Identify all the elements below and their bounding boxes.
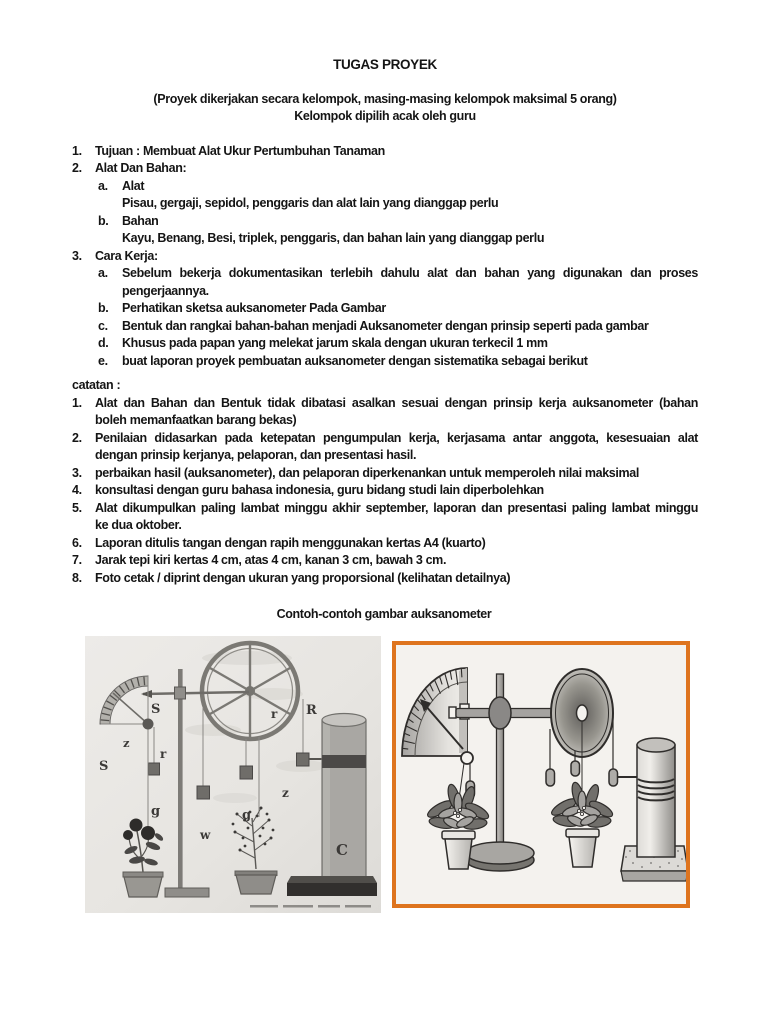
note-number: 7. (72, 553, 82, 567)
sub-desc: Bentuk dan rangkai bahan-bahan menjadi Auksanometer dengan prinsip seperti pada gambar (122, 318, 649, 333)
note-line: Penilaian didasarkan pada ketepatan pengumpulan kerja, kerjasama antar anggota, kesesuaian alat (95, 430, 698, 445)
note-line: konsultasi dengan guru bahasa indonesia, guru bidang studi lain diperbolehkan (95, 483, 544, 497)
cylinder-base (287, 876, 377, 896)
note-number: 4. (72, 483, 82, 497)
list-item (72, 248, 698, 266)
note-item (72, 430, 698, 465)
sub-desc: Perhatikan sketsa auksanometer Pada Gambar (122, 301, 386, 315)
note-item (72, 395, 698, 430)
sub-marker: d. (98, 336, 109, 350)
sub-list-item (98, 335, 698, 353)
note-line: ke dua oktober. (95, 518, 182, 532)
sub-list-item (98, 318, 698, 336)
sub-title: Bahan (122, 213, 159, 228)
sub-list-item (98, 353, 698, 371)
main-list (72, 143, 698, 371)
cutoff-caption-smudge (250, 905, 371, 908)
page-title: TUGAS PROYEK (333, 57, 437, 72)
note-item (72, 535, 698, 553)
list-item (72, 160, 698, 178)
note-line: Alat dikumpulkan paling lambat minggu akhir september, laporan dan presentasi paling lambat minggu (95, 500, 698, 515)
list-text: Cara Kerja: (95, 248, 158, 263)
label-s-outer: S (99, 759, 109, 774)
note-number: 2. (72, 430, 82, 445)
sub-marker: e. (98, 353, 108, 368)
figure-auxanometer-illustration (392, 641, 690, 908)
notes-heading: catatan : (72, 378, 121, 392)
label-g-mid: g (242, 808, 252, 823)
cylinder (637, 738, 675, 857)
note-number: 1. (72, 395, 82, 410)
sub-list-item (98, 265, 698, 300)
sub-marker: a. (98, 266, 108, 280)
list-text: Alat Dan Bahan: (95, 161, 187, 175)
note-number: 5. (72, 500, 82, 515)
label-g-left: g (151, 804, 161, 819)
pivot-point (143, 719, 154, 730)
sub-desc: Pisau, gergaji, sepidol, penggaris dan alat lain yang dianggap perlu (122, 196, 499, 210)
label-c-cylinder: C (336, 841, 348, 859)
note-line: Laporan ditulis tangan dengan rapih menggunakan kertas A4 (kuarto) (95, 535, 486, 550)
note-line: Alat dan Bahan dan Bentuk tidak dibatasi asalkan sesuai dengan prinsip kerja auksanometer (bahan (95, 395, 698, 410)
note-number: 8. (72, 570, 82, 585)
list-number: 2. (72, 161, 82, 175)
sub-desc-line: pengerjaannya. (122, 283, 209, 298)
note-line: boleh memanfaatkan barang bekas) (95, 413, 297, 427)
notes-list (72, 395, 698, 588)
note-item (72, 552, 698, 570)
label-z-right: z (282, 786, 289, 800)
note-item (72, 500, 698, 535)
sub-desc: Khusus pada papan yang melekat jarum skala dengan ukuran terkecil 1 mm (122, 336, 548, 350)
label-z-left: z (123, 736, 130, 750)
list-text: Tujuan : Membuat Alat Ukur Pertumbuhan Tanaman (95, 143, 385, 158)
list-number: 1. (72, 143, 82, 158)
note-number: 3. (72, 465, 82, 480)
sub-marker: c. (98, 318, 108, 333)
label-R-right: R (306, 703, 317, 718)
sub-list-item (98, 178, 698, 196)
intro-line-2: Kelompok dipilih acak oleh guru (294, 109, 476, 123)
note-item (72, 482, 698, 500)
auxanometer-sketch-image (85, 636, 381, 913)
note-number: 6. (72, 535, 82, 550)
note-item (72, 570, 698, 588)
label-w-mid: w (200, 828, 211, 842)
figure-auxanometer-sketch (85, 636, 381, 913)
label-r-weight: r (160, 747, 167, 761)
note-line: Foto cetak / diprint dengan ukuran yang proporsional (kelihatan detailnya) (95, 570, 511, 585)
list-item (72, 143, 698, 161)
pivot-roller (461, 752, 473, 764)
label-r-wheel: r (271, 707, 278, 721)
note-line: dengan prinsip kerjanya, pelaporan, dan presentasi hasil. (95, 448, 417, 462)
sub-marker: b. (98, 301, 109, 315)
sub-list-item (98, 300, 698, 318)
sub-desc: Kayu, Benang, Besi, triplek, penggaris, dan bahan lain yang dianggap perlu (122, 231, 545, 245)
sub-title: Alat (122, 178, 145, 193)
sub-marker: b. (98, 213, 109, 228)
sub-desc-line: Sebelum bekerja dokumentasikan terlebih dahulu alat dan bahan yang digunakan dan proses (122, 266, 698, 280)
auxanometer-illustration-image (392, 641, 690, 908)
label-s-top: S (151, 702, 161, 717)
figures-heading: Contoh-contoh gambar auksanometer (276, 607, 492, 621)
sub-marker: a. (98, 178, 108, 193)
list-number: 3. (72, 248, 82, 263)
note-line: Jarak tepi kiri kertas 4 cm, atas 4 cm, kanan 3 cm, bawah 3 cm. (95, 553, 447, 567)
note-item (72, 465, 698, 483)
sub-desc: buat laporan proyek pembuatan auksanometer dengan sistematika sebagai berikut (122, 353, 588, 368)
intro-line-1: (Proyek dikerjakan secara kelompok, masing-masing kelompok maksimal 5 orang) (153, 91, 617, 106)
sub-list-item (98, 213, 698, 231)
intro-block (72, 91, 698, 126)
note-line: perbaikan hasil (auksanometer), dan pelaporan diperkenankan untuk memperoleh nilai maksimal (95, 465, 640, 480)
